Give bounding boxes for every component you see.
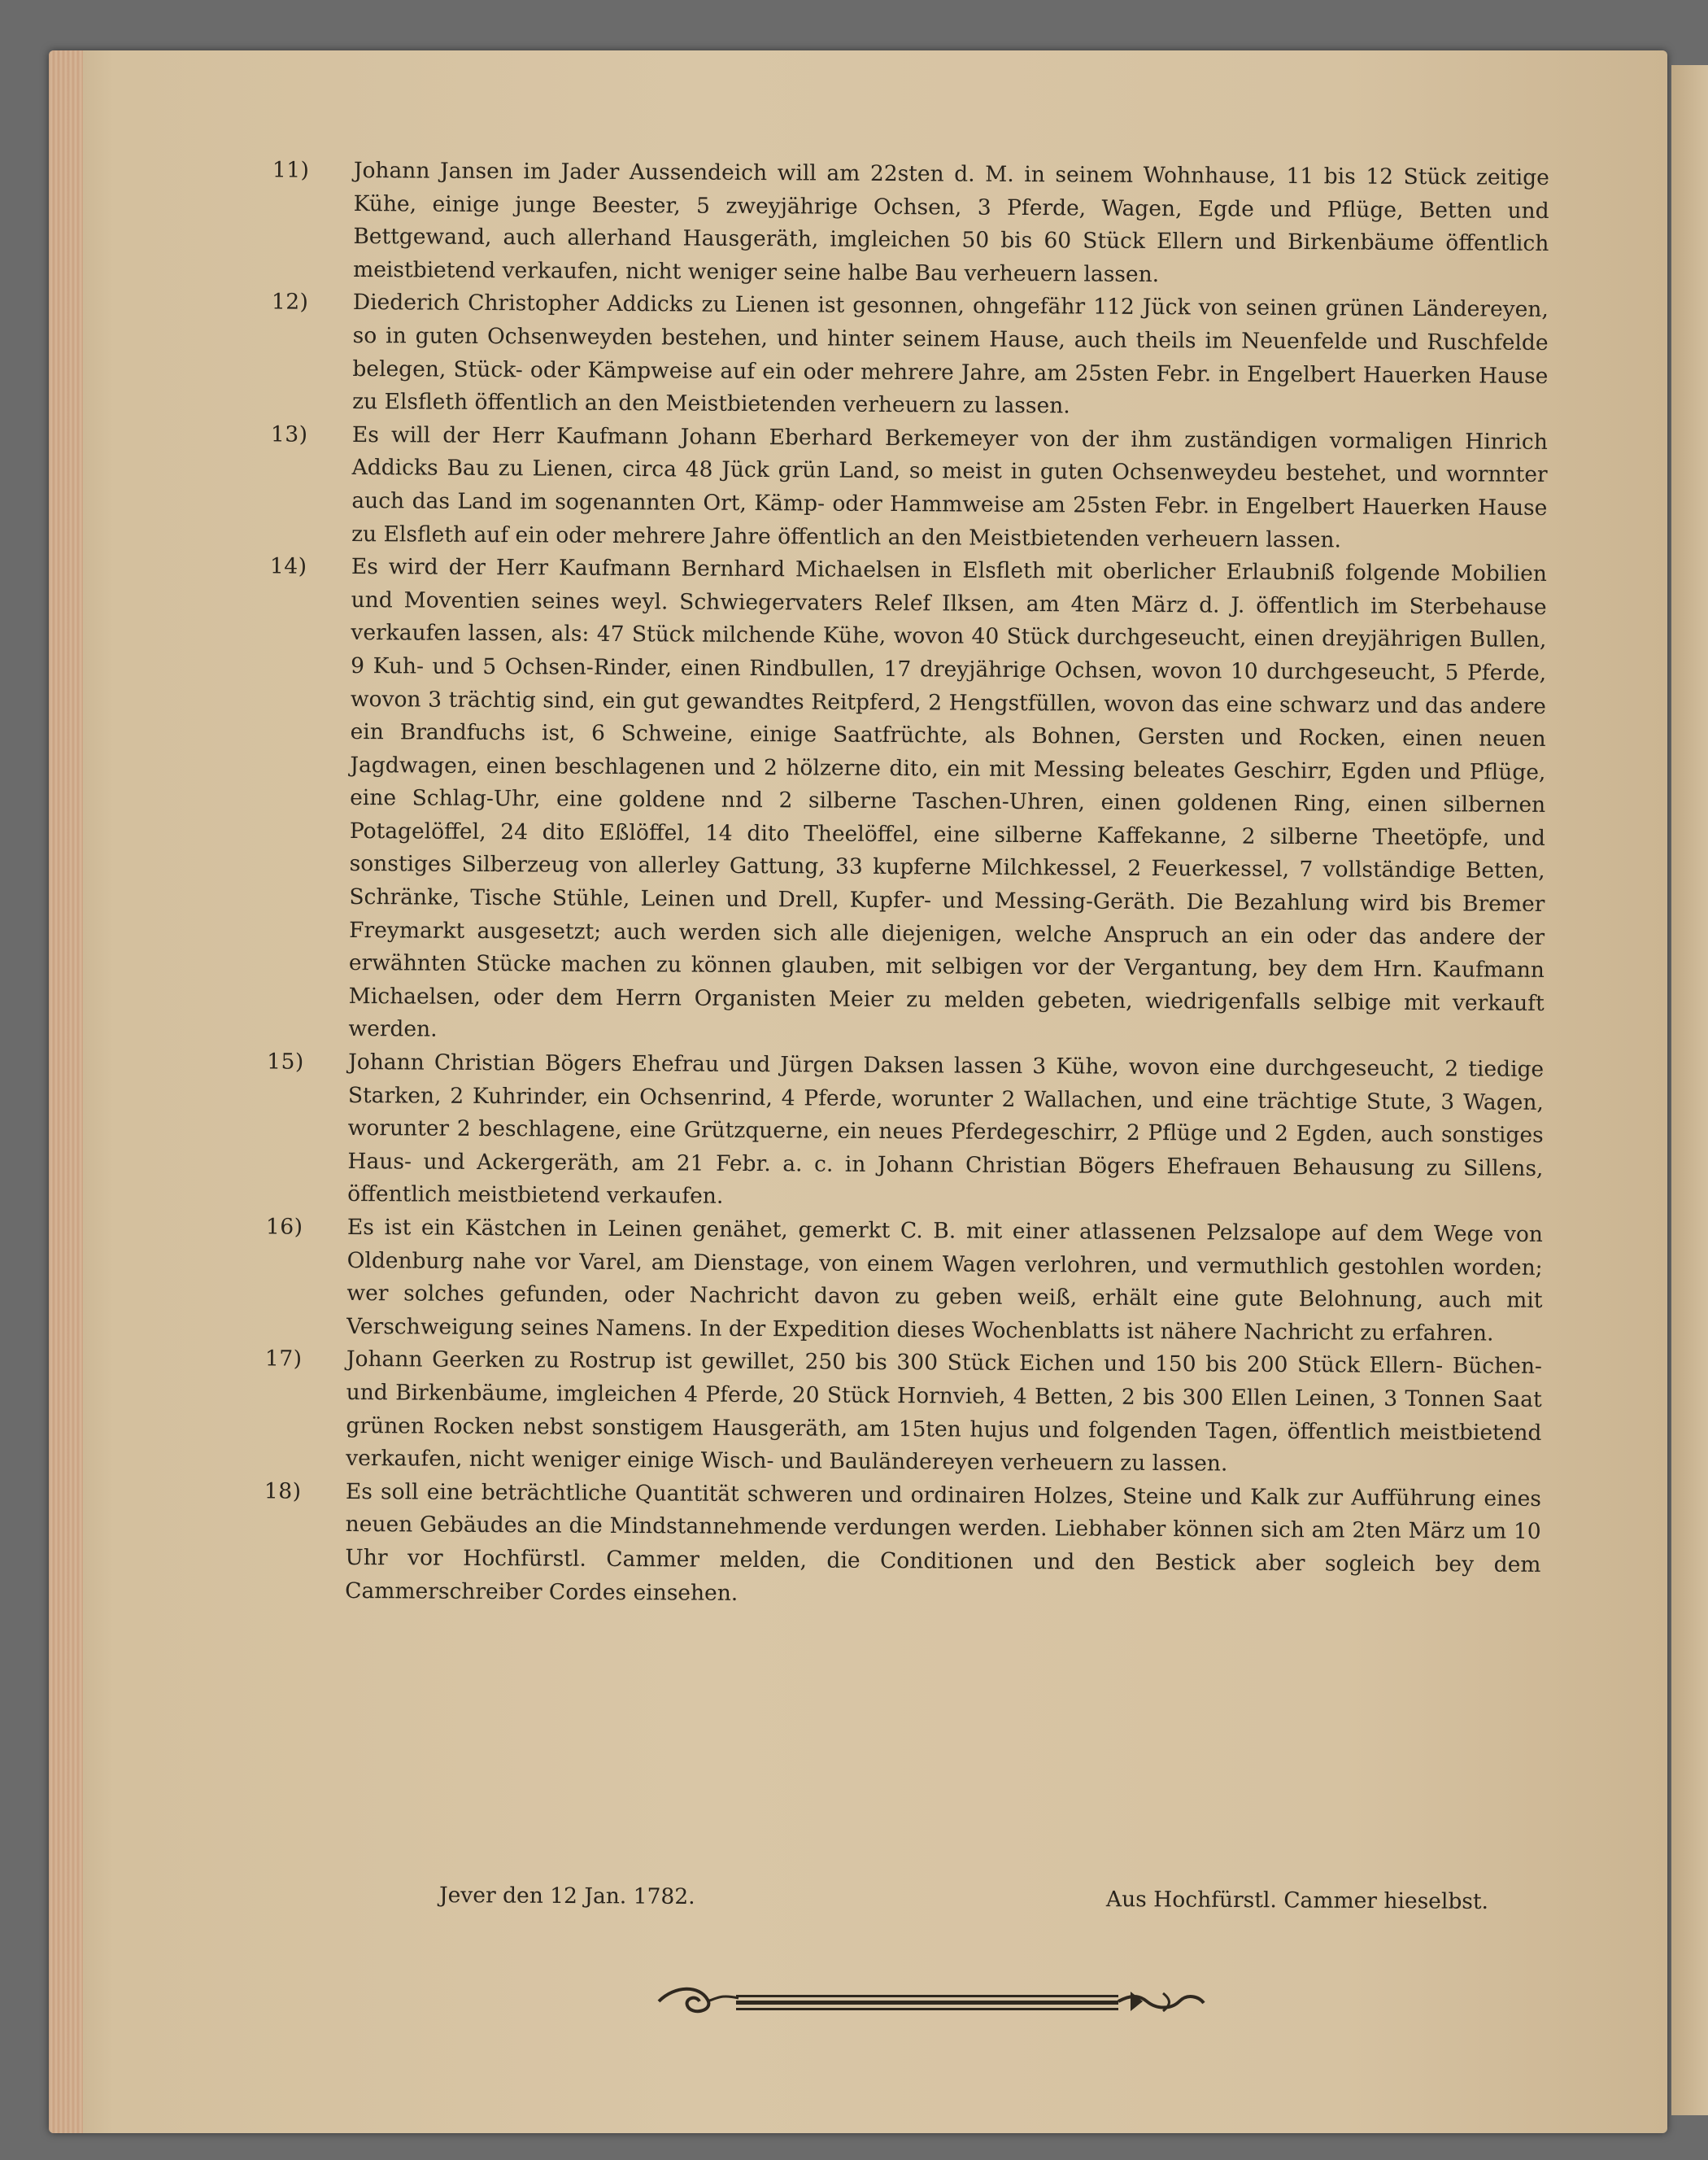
entry-number: 13) [270,421,308,447]
entry-text: Johann Geerken zu Rostrup ist gewillet, 250 bis 300 Stück Eichen und 150 bis 200 Stück Ellern- Büchen- und Birkenbäume, imgleichen 4 Pferde, 20 Stück Hornvieh, 4 Betten, 2 bis 300 Ellen Leinen, 3 Tonnen Saat grünen Rocken nebst sonstigem Hausgeräth, am 15ten hujus und folgenden Tagen, öffentlich meistbietend verkaufen, nicht weniger einige Wisch- und Bauländereyen verheuern zu lassen. [346,1346,1543,1477]
entry-number: 15) [267,1049,304,1075]
closing-date: Jever den 12 Jan. 1782. [438,1883,695,1909]
entry-14 [269,551,1547,1054]
entry-16 [265,1211,1544,1351]
entry-number: 18) [264,1478,302,1504]
entry-number: 16) [265,1214,303,1240]
entry-18 [264,1476,1542,1615]
entry-number: 14) [269,553,307,579]
adjacent-page-edge [1671,65,1708,2115]
entry-12 [271,286,1549,425]
entry-number: 11) [272,157,310,183]
entry-number: 17) [264,1346,303,1372]
entry-text: Johann Christian Bögers Ehefrau und Jürgen Daksen lassen 3 Kühe, wovon eine durchgeseucht, 2 tiedige Starken, 2 Kuhrinder, ein Ochsenrind, 4 Pferde, worunter 2 Wallachen, und eine trächtige Stute, 3 Wagen, worunter 2 beschlagene, eine Grützquerne, ein neues Pferdegeschirr, 2 Pflüge und 2 Egden, auch sonstiges Haus- und Ackergeräth, am 21 Febr. a. c. in Johann Christian Bögers Ehefrauen Behausung zu Sillens, öffentlich meistbietend verkaufen. [347,1049,1545,1210]
entry-15 [267,1046,1545,1219]
entry-text: Es soll eine beträchtliche Quantität schweren und ordinairen Holzes, Steine und Kalk zur Aufführung eines neuen Gebäudes an die Mindstannehmende verdungen werden. Liebhaber können sich am 2ten März um 10 Uhr vor Hochfürstl. Cammer melden, die Conditionen und den Bestick aber sogleich bey dem Cammerschreiber Cordes einsehen. [345,1478,1542,1606]
closing-signature: Aus Hochfürstl. Cammer hieselbst. [1105,1887,1489,1914]
closing-line [439,1883,1488,1923]
entry-text: Diederich Christopher Addicks zu Lienen ist gesonnen, ohngefähr 112 Jück von seinen grünen Ländereyen, so in guten Ochsenweyden bestehen, und hinter seinem Hause, auch theils im Neuenfelde und Ruschfelde belegen, Stück- oder Kämpweise auf ein oder mehrere Jahre, am 25sten Febr. in Engelbert Hauerken Hause zu Elsfleth öffentlich an den Meistbietenden verheuern zu lassen. [352,290,1549,419]
page-edge-stack [49,50,83,2133]
entry-11 [272,155,1549,294]
advertisement-list [264,155,1549,1615]
entry-number: 12) [271,289,309,316]
decorative-ornament-icon [643,1977,1212,2026]
entry-text: Es wird der Herr Kaufmann Bernhard Michaelsen in Elsfleth mit oberlicher Erlaubniß folgende Mobilien und Moventien seines weyl. Schwiegervaters Relef Ilksen, am 4ten März d. J. öffentlich im Sterbehause verkaufen lassen, als: 47 Stück milchende Kühe, wovon 40 Stück durchgeseucht, einen dreyjährigen Bullen, 9 Kuh- und 5 Ochsen-Rinder, einen Rindbullen, 17 dreyjährige Ochsen, wovon 10 durchgeseucht, 5 Pferde, wovon 3 trächtig sind, ein gut gewandtes Reitpferd, 2 Hengstfüllen, wovon das eine schwarz und das andere ein Brandfuchs ist, 6 Schweine, einige Saatfrüchte, als Bohnen, Gersten und Rocken, einen neuen Jagdwagen, einen beschlagenen und 2 hölzerne dito, ein mit Messing beleates Geschirr, Egden und Pflüge, eine Schlag-Uhr, eine goldene nnd 2 silberne Taschen-Uhren, einen goldenen Ring, einen silbernen Potagelöffel, 24 dito Eßlöffel, 14 dito Theelöffel, eine silberne Kaffekanne, 2 silberne Theetöpfe, und sonstiges Silberzeug von allerley Gattung, 33 kupferne Milchkessel, 2 Feuerkessel, 7 vollständige Betten, Schränke, Tische Stühle, Leinen und Drell, Kupfer- und Messing-Geräth. Die Bezahlung wird bis Bremer Freymarkt ausgesetzt; auch werden sich alle diejenigen, welche Anspruch an ein oder das andere der erwähnten Stücke machen zu können glauben, mit selbigen vor der Vergantung, bey dem Hrn. Kaufmann Michaelsen, oder dem Herrn Organisten Meier zu melden gebeten, wiedrigenfalls selbige mit verkauft werden. [348,554,1547,1043]
entry-text: Es ist ein Kästchen in Leinen genähet, gemerkt C. B. mit einer atlassenen Pelzsalope auf dem Wege von Oldenburg nahe vor Varel, am Dienstage, von einem Wagen verlohren, und vermuthlich gestohlen worden; wer solches gefunden, oder Nachricht davon zu geben weiß, erhält eine gute Belohnung, auch mit Verschweigung seines Namens. In der Expedition dieses Wochenblatts ist nähere Nachricht zu erfahren. [346,1214,1544,1346]
entry-17 [264,1343,1543,1482]
entry-text: Es will der Herr Kaufmann Johann Eberhard Berkemeyer von der ihm zuständigen vormaligen Hinrich Addicks Bau zu Lienen, circa 48 Jück grün Land, so meist in guten Ochsenweydeu bestehet, und wornnter auch das Land im sogenannten Ort, Kämp- oder Hammweise am 25sten Febr. in Engelbert Hauerken Hause zu Elsfleth auf ein oder mehrere Jahre öffentlich an den Meistbietenden verheuern lassen. [351,421,1548,552]
entry-13 [270,419,1548,558]
entry-text: Johann Jansen im Jader Aussendeich will am 22sten d. M. in seinem Wohnhause, 11 bis 12 Stück zeitige Kühe, einige junge Beester, 5 zweyjährige Ochsen, 3 Pferde, Wagen, Egde und Pflüge, Betten und Bettgewand, auch allerhand Hausgeräth, imgleichen 50 bis 60 Stück Ellern und Birkenbäume öffentlich meistbietend verkaufen, nicht weniger seine halbe Bau verheuern lassen. [353,157,1549,287]
